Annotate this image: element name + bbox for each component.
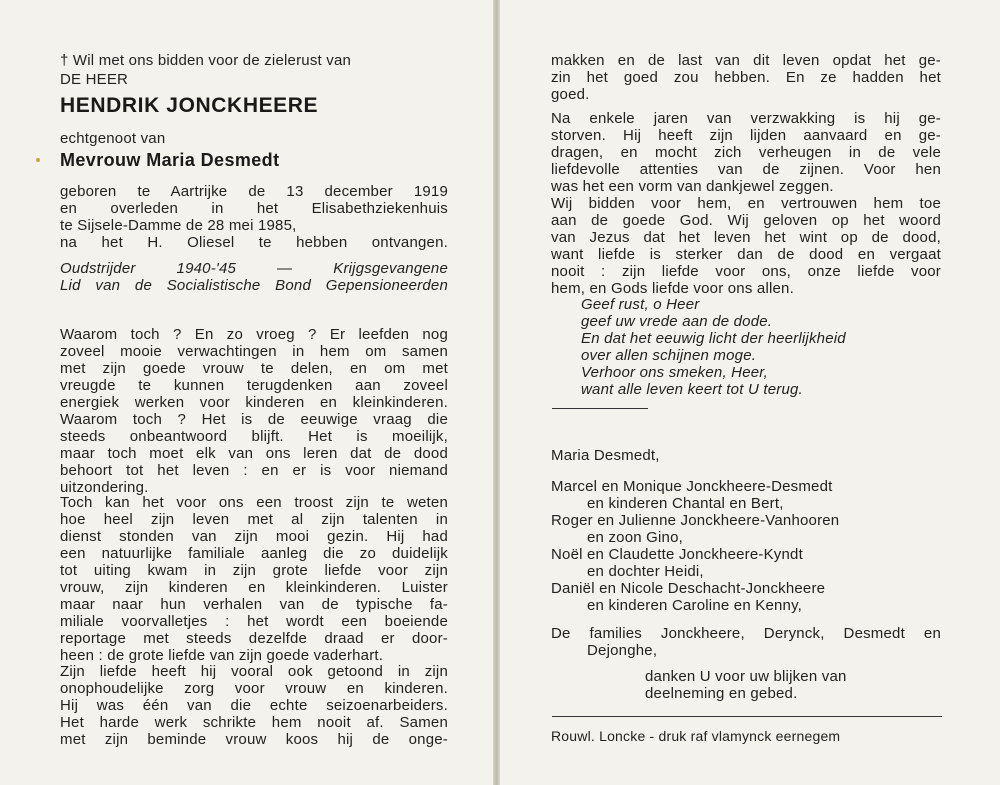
text-line: een natuurlijke familiale aanleg die zo duidelijk <box>60 545 448 562</box>
family-name: Noël en Claudette Jonckheere-Kyndt <box>551 546 803 563</box>
text-line: van Jezus dat het leven het wint op de dood, <box>551 229 941 246</box>
deceased-name: HENDRIK JONCKHEERE <box>60 94 319 117</box>
text-line: met zijn goede vrouw te delen, en om met <box>60 360 448 377</box>
text-line: hoe heel zijn leven met al zijn talenten in <box>60 511 448 528</box>
spouse-name: Mevrouw Maria Desmedt <box>60 150 280 170</box>
family-name: Roger en Julienne Jonckheere-Vanhooren <box>551 512 840 529</box>
text-line: miliale voorvalletjes : het wordt een boeiende <box>60 613 448 630</box>
text-line: steeds onbeantwoord blijft. Het is moeilijk, <box>60 428 448 445</box>
text-line: heen : de grote liefde van zijn goede vaderhart. <box>60 647 384 664</box>
paragraph-1 <box>60 326 448 496</box>
paragraph-3 <box>60 663 448 748</box>
text-line: Waarom toch ? En zo vroeg ? Er leefden nog <box>60 326 448 343</box>
printer-credit: Rouwl. Loncke - druk raf vlamynck eernegem <box>551 728 841 744</box>
text-line: onophoudelijke zorg voor vrouw en kinderen. <box>60 680 448 697</box>
text-line: dienst stonden van zijn mooi gezin. Hij had <box>60 528 448 545</box>
text-line: reportage met steeds dezelfde draad er door- <box>60 630 448 647</box>
honors-line: Lid van de Socialistische Bond Gepensioneerden <box>60 277 448 294</box>
text-line: energiek werken voor kinderen en kleinkinderen. <box>60 394 448 411</box>
family-sub: en zoon Gino, <box>587 529 683 546</box>
birth-line: na het H. Oliesel te hebben ontvangen. <box>60 234 448 251</box>
text-line: Na enkele jaren van verzwakking is hij ge- <box>551 110 941 127</box>
footer-divider <box>552 716 942 717</box>
honors-line: Oudstrijder 1940-'45 — Krijgsgevangene <box>60 260 448 277</box>
text-line: Waarom toch ? Het is de eeuwige vraag die <box>60 411 448 428</box>
text-line: Hij was één van die echte seizoenarbeiders. <box>60 697 448 714</box>
text-line: zoveel mooie verwachtingen in hem om samen <box>60 343 448 360</box>
text-line: liefdevolle attenties van de zijnen. Voor hen <box>551 161 941 178</box>
text-line: hem, en Gods liefde voor ons allen. <box>551 280 794 297</box>
ink-speck <box>36 158 40 162</box>
families-line: De families Jonckheere, Derynck, Desmedt en <box>551 625 941 642</box>
prayer-line: want alle leven keert tot U terug. <box>581 381 803 398</box>
prayer-line: En dat het eeuwig licht der heerlijkheid <box>581 330 846 347</box>
text-line: storven. Hij heeft zijn lijden aanvaard en ge- <box>551 127 941 144</box>
family-head: Maria Desmedt, <box>551 447 660 464</box>
text-line: zin het goed zou hebben. En ze hadden het <box>551 69 941 86</box>
text-line: maar naar hun verhalen van de typische fa- <box>60 596 448 613</box>
text-line: vrouw, zijn kinderen en kleinkinderen. Luister <box>60 579 448 596</box>
birth-block <box>60 183 448 251</box>
opening-line: † Wil met ons bidden voor de zielerust van <box>60 52 352 69</box>
prayer-divider <box>552 408 648 409</box>
right-paragraph-2 <box>551 110 941 195</box>
text-line: Wij bidden voor hem, en vertrouwen hem toe <box>551 195 941 212</box>
family-name: Marcel en Monique Jonckheere-Desmedt <box>551 478 833 495</box>
text-line: tot uiting kwam in zijn grote liefde voor zijn <box>60 562 448 579</box>
family-name: Daniël en Nicole Deschacht-Jonckheere <box>551 580 826 597</box>
family-sub: en kinderen Caroline en Kenny, <box>587 597 803 614</box>
prayer-line: Geef rust, o Heer <box>581 296 700 313</box>
left-page <box>0 0 494 785</box>
right-paragraph-3 <box>551 195 941 297</box>
text-line: goed. <box>551 86 590 103</box>
text-line: aan de goede God. Wij geloven op het woord <box>551 212 941 229</box>
birth-line: geboren te Aartrijke de 13 december 1919 <box>60 183 448 200</box>
prayer-line: over allen schijnen moge. <box>581 347 757 364</box>
birth-line: te Sijsele-Damme de 28 mei 1985, <box>60 217 297 234</box>
text-line: vreugde te kunnen terugdenken aan zoveel <box>60 377 448 394</box>
text-line: maar toch moet elk van ons leren dat de dood <box>60 445 448 462</box>
prayer-line: Verhoor ons smeken, Heer, <box>581 364 769 381</box>
text-line: dragen, en mocht zich verheugen in de vele <box>551 144 941 161</box>
text-line: Zijn liefde heeft hij vooral ook getoond in zijn <box>60 663 448 680</box>
birth-line: en overleden in het Elisabethziekenhuis <box>60 200 448 217</box>
text-line: want liefde is sterker dan de dood en vergaat <box>551 246 941 263</box>
paragraph-2 <box>60 494 448 664</box>
prayer-line: geef uw vrede aan de dode. <box>581 313 773 330</box>
text-line: behoort tot het leven : en er is voor niemand <box>60 462 448 479</box>
text-line: makken en de last van dit leven opdat het ge- <box>551 52 941 69</box>
prayer-block <box>581 296 941 398</box>
family-sub: en kinderen Chantal en Bert, <box>587 495 784 512</box>
spouse-intro: echtgenoot van <box>60 130 166 147</box>
text-line: Toch kan het voor ons een troost zijn te weten <box>60 494 448 511</box>
thanks-block <box>551 668 941 702</box>
families-block <box>551 625 941 659</box>
text-line: nooit : zijn liefde voor ons, onze liefde voor <box>551 263 941 280</box>
family-list <box>551 478 941 614</box>
family-sub: en dochter Heidi, <box>587 563 704 580</box>
text-line: uitzondering. <box>60 479 149 496</box>
thanks-line: danken U voor uw blijken van <box>645 668 847 685</box>
title-prefix: DE HEER <box>60 71 129 88</box>
right-paragraph-1 <box>551 52 941 103</box>
honors-block <box>60 260 448 294</box>
families-line: Dejonghe, <box>587 642 658 659</box>
text-line: Het harde werk schrikte hem nooit af. Samen <box>60 714 448 731</box>
text-line: met zijn beminde vrouw koos hij de onge- <box>60 731 448 748</box>
text-line: was het een vorm van dankjewel zeggen. <box>551 178 834 195</box>
thanks-line: deelneming en gebed. <box>645 685 798 702</box>
